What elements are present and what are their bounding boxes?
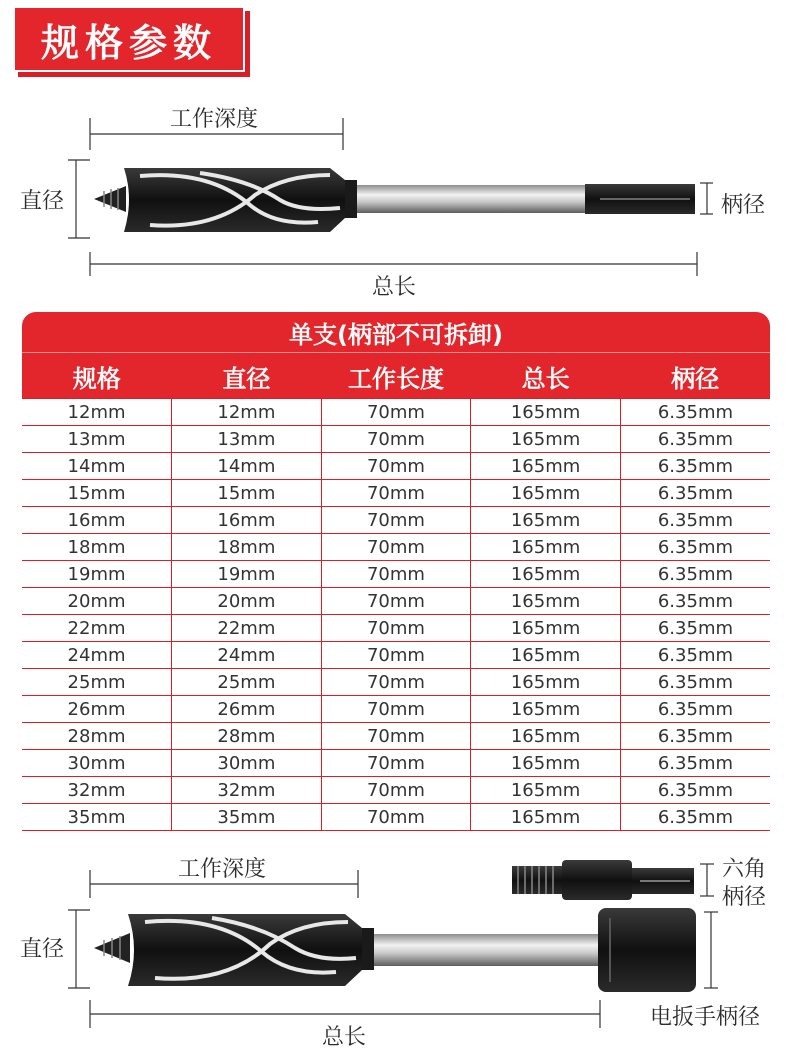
table-cell: 70mm (321, 588, 471, 615)
table-cell: 12mm (22, 399, 172, 426)
table-cell: 14mm (22, 453, 172, 480)
table-cell: 15mm (172, 480, 322, 507)
table-cell: 165mm (471, 669, 621, 696)
table-cell: 32mm (172, 777, 322, 804)
bottom-diameter-label: 直径 (20, 937, 65, 962)
table-cell: 16mm (22, 507, 172, 534)
banner-title: 规格参数 (13, 6, 245, 72)
table-cell: 70mm (321, 453, 471, 480)
table-cell: 6.35mm (620, 777, 770, 804)
table-cell: 165mm (471, 534, 621, 561)
table-cell: 6.35mm (620, 426, 770, 453)
table-cell: 12mm (172, 399, 322, 426)
table-cell: 6.35mm (620, 399, 770, 426)
table-row (22, 426, 770, 453)
table-cell: 165mm (471, 480, 621, 507)
table-cell: 15mm (22, 480, 172, 507)
table-row (22, 588, 770, 615)
table-cell: 30mm (22, 750, 172, 777)
table-cell: 165mm (471, 615, 621, 642)
total-length-label: 总长 (372, 275, 417, 300)
table-cell: 35mm (22, 804, 172, 831)
table-cell: 165mm (471, 588, 621, 615)
table-cell: 165mm (471, 426, 621, 453)
spec-table-body (22, 398, 770, 831)
column-header: 柄径 (671, 364, 720, 393)
table-cell: 25mm (22, 669, 172, 696)
table-cell: 165mm (471, 399, 621, 426)
table-cell: 25mm (172, 669, 322, 696)
wrench-shank-label: 电扳手柄径 (650, 1005, 761, 1030)
table-cell: 13mm (22, 426, 172, 453)
diameter-label: 直径 (20, 189, 65, 214)
table-cell: 70mm (321, 480, 471, 507)
hex-label-line2: 柄径 (722, 885, 767, 910)
table-cell: 28mm (22, 723, 172, 750)
table-cell: 22mm (22, 615, 172, 642)
table-cell: 6.35mm (620, 534, 770, 561)
table-cell: 70mm (321, 696, 471, 723)
table-row (22, 453, 770, 480)
table-cell: 6.35mm (620, 804, 770, 831)
table-cell: 6.35mm (620, 615, 770, 642)
table-cell: 70mm (321, 426, 471, 453)
table-cell: 6.35mm (620, 750, 770, 777)
table-cell: 165mm (471, 507, 621, 534)
table-row (22, 750, 770, 777)
table-cell: 26mm (172, 696, 322, 723)
table-cell: 13mm (172, 426, 322, 453)
bottom-total-length-label: 总长 (322, 1025, 367, 1050)
top-drill-diagram (0, 0, 790, 300)
table-cell: 70mm (321, 615, 471, 642)
table-cell: 165mm (471, 696, 621, 723)
table-cell: 6.35mm (620, 696, 770, 723)
table-cell: 6.35mm (620, 453, 770, 480)
column-header: 规格 (72, 364, 121, 393)
table-cell: 70mm (321, 723, 471, 750)
hex-adapter (512, 860, 694, 900)
column-header: 直径 (222, 364, 271, 393)
table-cell: 6.35mm (620, 642, 770, 669)
table-row (22, 534, 770, 561)
column-header: 工作长度 (347, 364, 444, 393)
table-row (22, 669, 770, 696)
table-title: 单支(柄部不可拆卸) (22, 312, 770, 353)
table-cell: 70mm (321, 561, 471, 588)
working-depth-label: 工作深度 (170, 107, 259, 132)
table-cell: 22mm (172, 615, 322, 642)
top-drill-bit (94, 168, 695, 232)
table-cell: 70mm (321, 777, 471, 804)
column-header: 总长 (521, 364, 570, 393)
table-cell: 70mm (321, 804, 471, 831)
table-cell: 70mm (321, 642, 471, 669)
table-cell: 28mm (172, 723, 322, 750)
table-cell: 70mm (321, 534, 471, 561)
table-cell: 165mm (471, 642, 621, 669)
table-row (22, 615, 770, 642)
table-cell: 165mm (471, 561, 621, 588)
spec-table (22, 312, 770, 831)
shank-diameter-label: 柄径 (721, 193, 766, 218)
table-row (22, 561, 770, 588)
table-cell: 19mm (22, 561, 172, 588)
table-cell: 165mm (471, 804, 621, 831)
table-row (22, 777, 770, 804)
table-cell: 16mm (172, 507, 322, 534)
column-headers (22, 353, 770, 399)
table-row (22, 804, 770, 831)
table-cell: 70mm (321, 669, 471, 696)
table-cell: 20mm (172, 588, 322, 615)
table-row (22, 399, 770, 426)
table-cell: 14mm (172, 453, 322, 480)
table-cell: 6.35mm (620, 723, 770, 750)
hex-label-line1: 六角 (722, 857, 767, 882)
table-cell: 165mm (471, 777, 621, 804)
bottom-working-depth-label: 工作深度 (178, 857, 267, 882)
table-cell: 19mm (172, 561, 322, 588)
table-row (22, 723, 770, 750)
table-cell: 6.35mm (620, 507, 770, 534)
table-cell: 26mm (22, 696, 172, 723)
table-cell: 70mm (321, 750, 471, 777)
table-cell: 165mm (471, 750, 621, 777)
table-header (22, 312, 770, 398)
table-cell: 6.35mm (620, 588, 770, 615)
table-cell: 18mm (172, 534, 322, 561)
table-cell: 30mm (172, 750, 322, 777)
table-cell: 165mm (471, 453, 621, 480)
table-cell: 6.35mm (620, 669, 770, 696)
table-row (22, 480, 770, 507)
table-cell: 24mm (22, 642, 172, 669)
table-cell: 20mm (22, 588, 172, 615)
table-cell: 32mm (22, 777, 172, 804)
table-cell: 35mm (172, 804, 322, 831)
table-cell: 6.35mm (620, 480, 770, 507)
table-cell: 18mm (22, 534, 172, 561)
table-cell: 70mm (321, 399, 471, 426)
table-row (22, 696, 770, 723)
bottom-drill-bit (94, 908, 696, 992)
table-cell: 165mm (471, 723, 621, 750)
table-row (22, 507, 770, 534)
table-cell: 24mm (172, 642, 322, 669)
table-cell: 6.35mm (620, 561, 770, 588)
table-row (22, 642, 770, 669)
table-cell: 70mm (321, 507, 471, 534)
